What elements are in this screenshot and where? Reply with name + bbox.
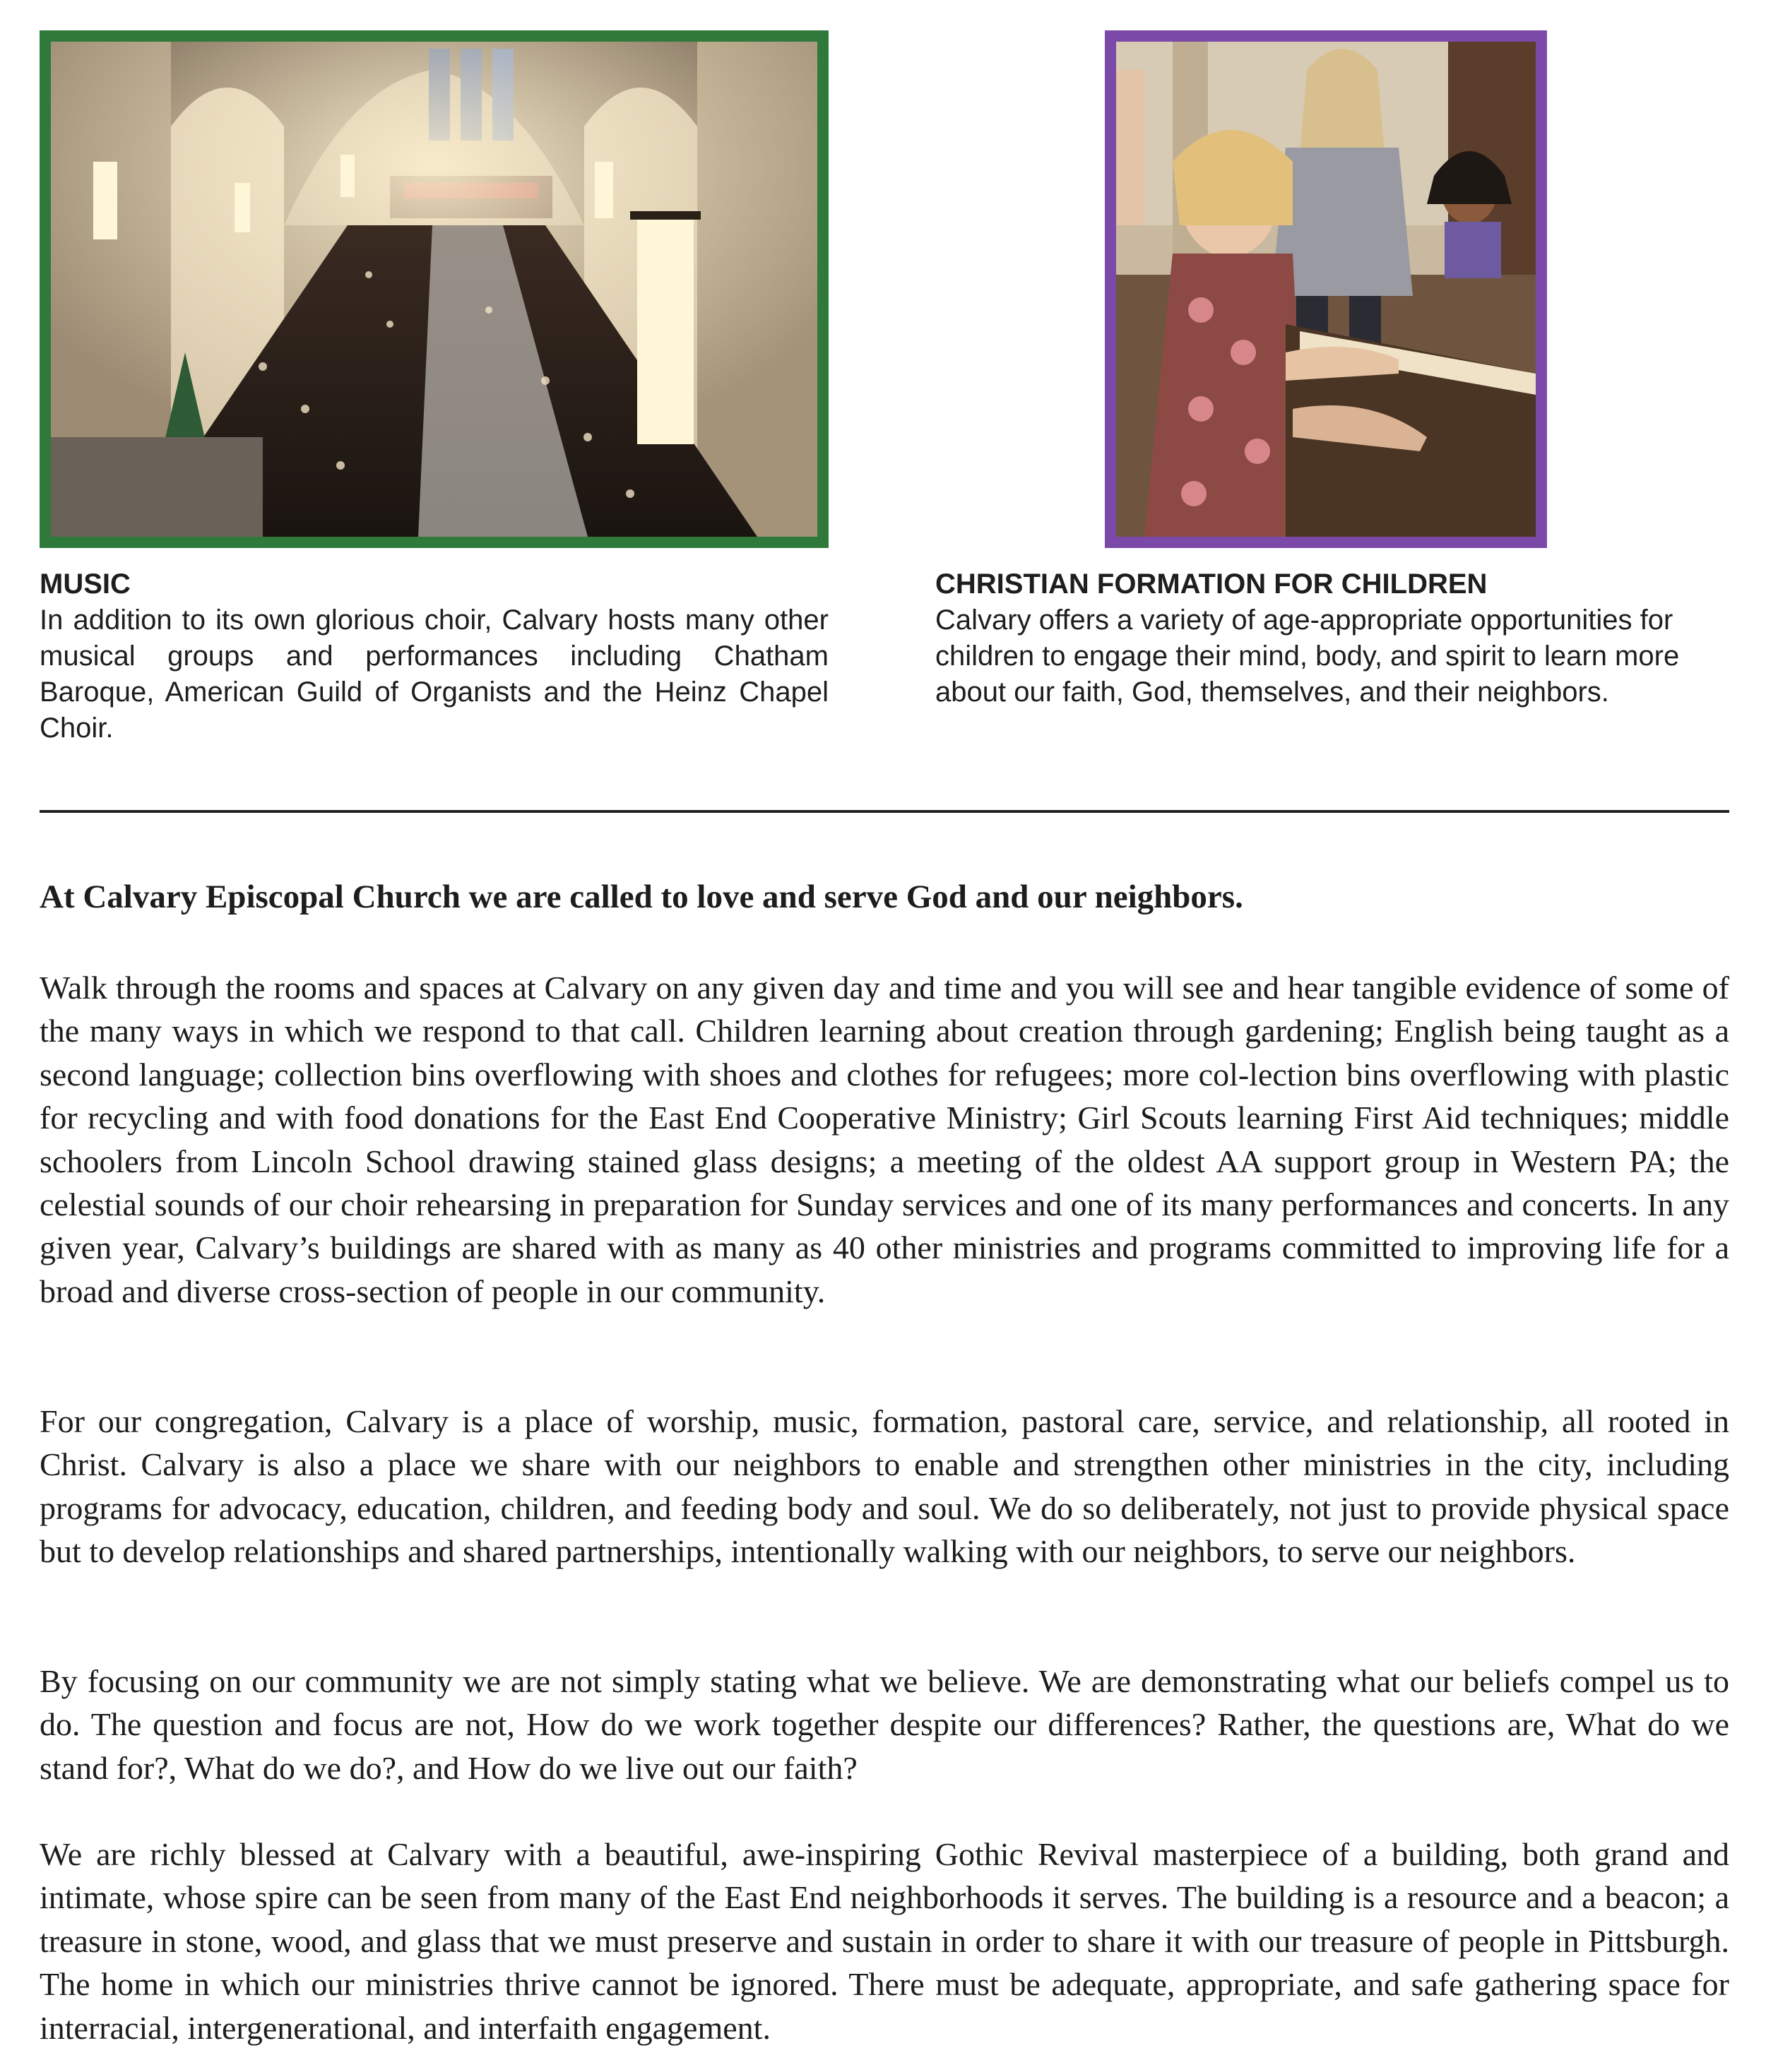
music-description: In addition to its own glorious choir, Calvary hosts many other musical groups and performances including Chatham Baroque, American Guild of Organists and the Heinz Chapel Choir. [40,605,829,744]
children-description: Calvary offers a variety of age-appropriate opportunities for children to engage their mind, body, and spirit to learn more about our faith, God, themselves, and their neighbors. [935,605,1680,708]
children-photo [1105,30,1547,548]
paragraph-text: For our congregation, Calvary is a place of worship, music, formation, pastoral care, service, and relationship, all rooted in Christ. Calvary is also a place we share with our neighbors to enable and strengthen other ministries in the city, including programs for advocacy, education, children, and feeding body and soul. We do so deliberately, not just to provide physical space but to develop relationships and shared partnerships, intentionally walking with our neighbors, to serve our neighbors. [40,1403,1729,1570]
article-lead: At Calvary Episcopal Church we are called to love and serve God and our neighbors. [40,879,1243,915]
cathedral-nave-image [51,42,817,537]
music-heading: MUSIC [40,568,131,600]
article-paragraph-3 [40,1660,1729,1790]
children-caption [935,566,1729,710]
children-formation-image [1116,42,1536,537]
section-divider [40,810,1729,813]
article-paragraph-2 [40,1400,1729,1573]
children-heading: CHRISTIAN FORMATION FOR CHILDREN [935,568,1488,600]
music-photo [40,30,829,548]
music-caption [40,566,829,746]
paragraph-text: Walk through the rooms and spaces at Calvary on any given day and time and you will see and hear tangible evidence of some of the many ways in which we respond to that call. Children learning about creation through gardening; English being taught as a second language; collection bins overflowing with shoes and clothes for refugees; more col-lection bins overflowing with plastic for recycling and with food donations for the East End Cooperative Ministry; Girl Scouts learning First Aid techniques; middle schoolers from Lincoln School drawing stained glass designs; a meeting of the oldest AA support group in Western PA; the celestial sounds of our choir rehearsing in preparation for Sunday services and one of its many performances and concerts. In any given year, Calvary’s buildings are shared with as many as 40 other ministries and programs committed to improving life for a broad and diverse cross-section of people in our community. [40,970,1729,1309]
article-paragraph-4 [40,1833,1729,2049]
article-paragraph-1 [40,966,1729,1313]
paragraph-text: We are richly blessed at Calvary with a beautiful, awe-inspiring Gothic Revival masterpiece of a building, both grand and intimate, whose spire can be seen from many of the East End neighborhoods it serves. The building is a resource and a beacon; a treasure in stone, wood, and glass that we must preserve and sustain in order to share it with our treasure of people in Pittsburgh. The home in which our ministries thrive cannot be ignored. There must be adequate, appropriate, and safe gathering space for interracial, intergenerational, and interfaith engagement. [40,1836,1729,2046]
paragraph-text: By focusing on our community we are not simply stating what we believe. We are demonstrating what our beliefs compel us to do. The question and focus are not, How do we work together despite our differences? Rather, the questions are, What do we stand for?, What do we do?, and How do we live out our faith? [40,1663,1729,1786]
